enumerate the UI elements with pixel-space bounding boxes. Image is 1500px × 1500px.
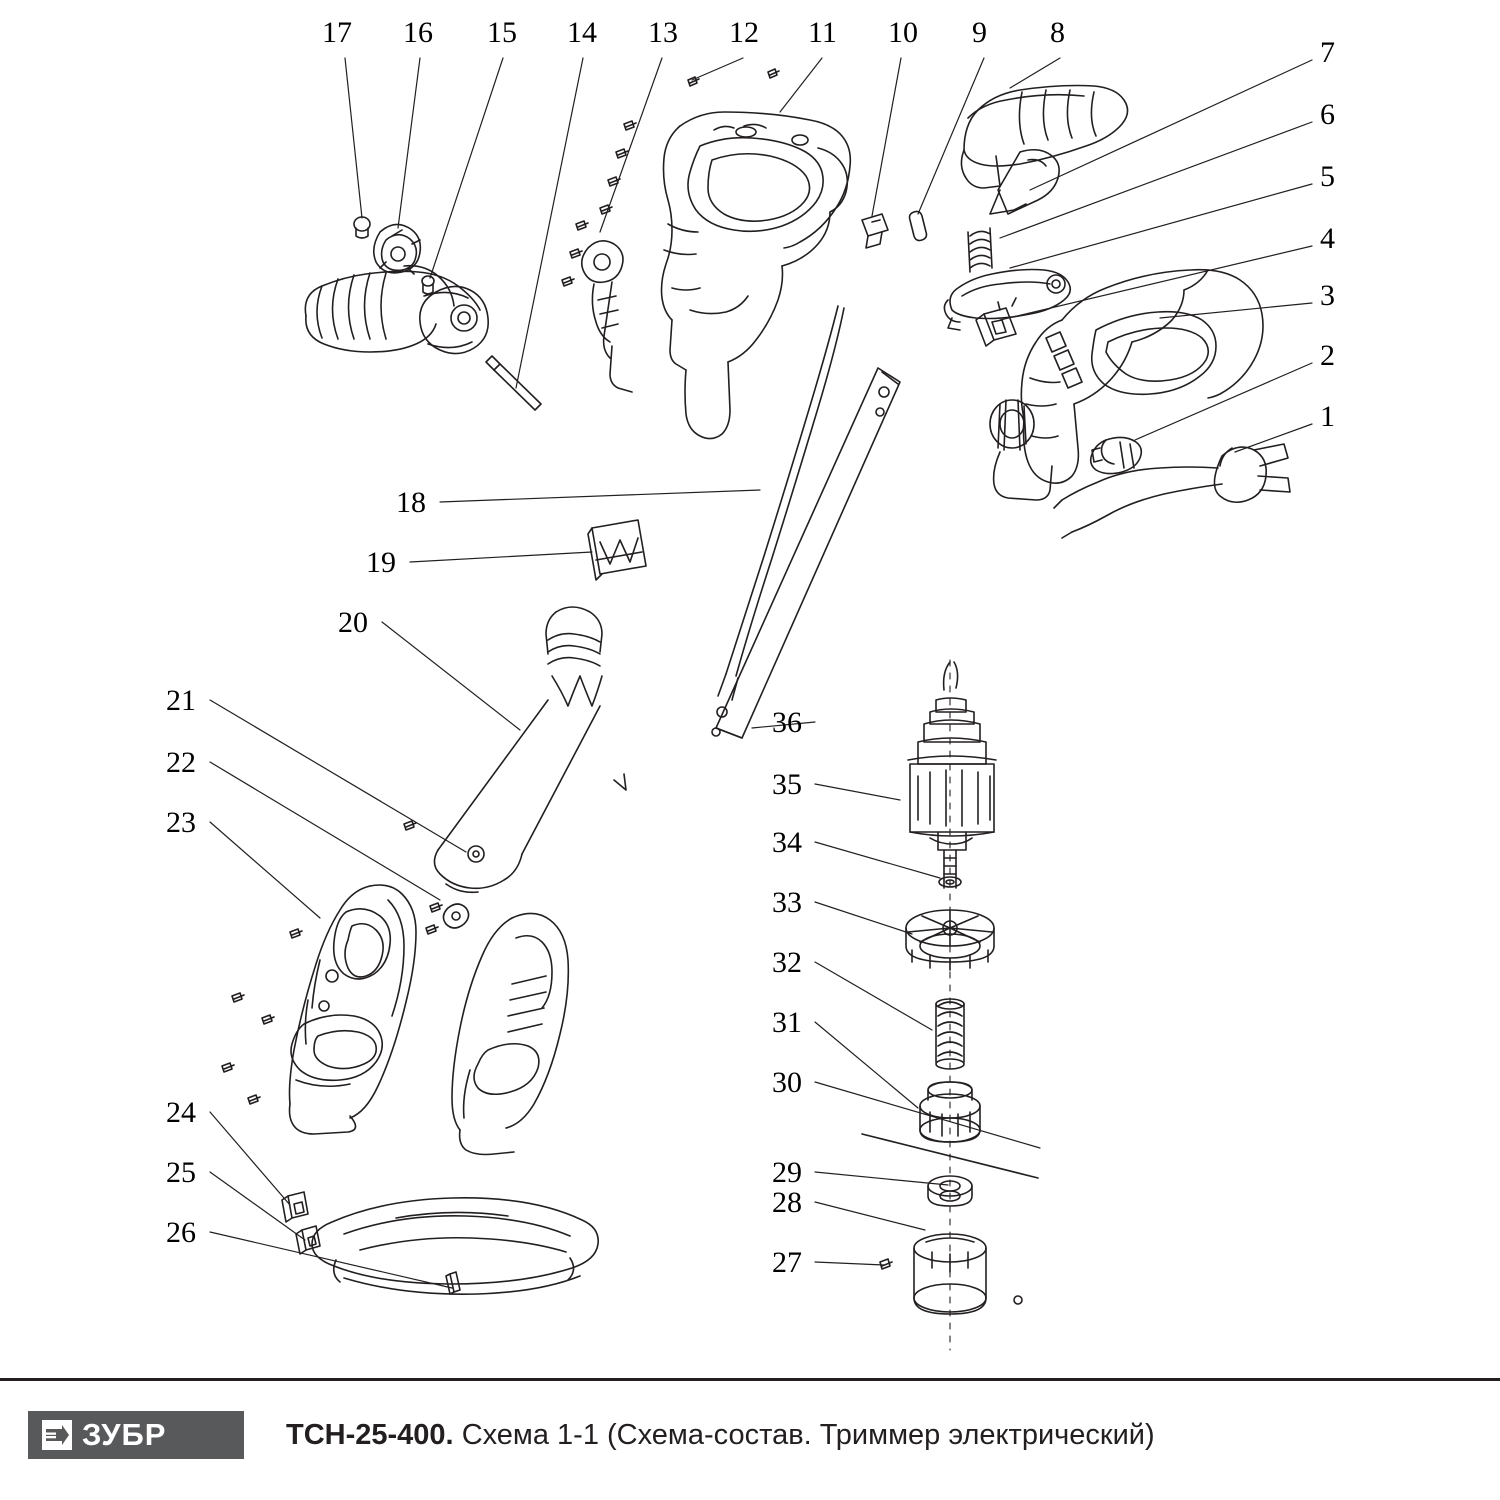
callout-27: 27 bbox=[772, 1246, 802, 1279]
part-1-power-cord bbox=[1054, 444, 1290, 538]
callout-20: 20 bbox=[338, 606, 368, 639]
part-27-guard bbox=[312, 1198, 598, 1294]
scheme-description: Схема 1-1 (Схема-состав. Триммер электрический) bbox=[461, 1418, 1155, 1451]
brand-logo bbox=[28, 1411, 244, 1459]
part-19-collar bbox=[588, 520, 646, 580]
part-12-screws bbox=[688, 69, 779, 86]
callout-24: 24 bbox=[166, 1096, 196, 1129]
leader-lines-top bbox=[345, 58, 1312, 452]
callout-7: 7 bbox=[1320, 36, 1335, 69]
brand-logo-text: ЗУБР bbox=[82, 1417, 167, 1452]
part-28-screw bbox=[880, 1259, 892, 1269]
part-6-spring bbox=[968, 228, 992, 272]
callout-3: 3 bbox=[1320, 279, 1335, 312]
callout-30: 30 bbox=[772, 1066, 802, 1099]
part-24-clip bbox=[282, 1192, 308, 1222]
part-auxiliary-handle bbox=[305, 266, 488, 354]
callout-31: 31 bbox=[772, 1006, 802, 1039]
part-4-switch-block bbox=[976, 298, 1016, 346]
callout-19: 19 bbox=[366, 546, 396, 579]
part-lower-shell-right bbox=[452, 913, 568, 1154]
part-36-guard-bar bbox=[712, 368, 900, 738]
part-15-screw bbox=[422, 276, 434, 294]
part-26-screw bbox=[446, 1272, 460, 1294]
part-3-housing-right bbox=[990, 270, 1263, 500]
callout-8: 8 bbox=[1050, 16, 1065, 49]
callout-2: 2 bbox=[1320, 339, 1335, 372]
part-20-shaft-tube bbox=[434, 607, 602, 892]
callout-14: 14 bbox=[567, 16, 597, 49]
callout-23: 23 bbox=[166, 806, 196, 839]
callout-26: 26 bbox=[166, 1216, 196, 1249]
callout-10: 10 bbox=[888, 16, 918, 49]
footer-content bbox=[28, 1411, 1155, 1459]
part-32-spring bbox=[936, 999, 964, 1069]
callout-29: 29 bbox=[772, 1156, 802, 1189]
footer-bar bbox=[0, 1378, 1500, 1500]
callout-6: 6 bbox=[1320, 98, 1335, 131]
callout-35: 35 bbox=[772, 768, 802, 801]
callout-5: 5 bbox=[1320, 160, 1335, 193]
part-35-motor bbox=[908, 662, 996, 888]
footer-caption bbox=[286, 1419, 1155, 1452]
callout-22: 22 bbox=[166, 746, 196, 779]
callout-28: 28 bbox=[772, 1186, 802, 1219]
part-27-spool-cap bbox=[914, 1234, 1022, 1314]
zubr-arrow-icon bbox=[42, 1420, 72, 1450]
callout-33: 33 bbox=[772, 886, 802, 919]
callout-15: 15 bbox=[487, 16, 517, 49]
callout-21: 21 bbox=[166, 684, 196, 717]
part-23-lower-shell-left bbox=[290, 885, 417, 1134]
callout-17: 17 bbox=[322, 16, 352, 49]
callout-12: 12 bbox=[729, 16, 759, 49]
callout-4: 4 bbox=[1320, 222, 1335, 255]
callout-18: 18 bbox=[396, 486, 426, 519]
callout-16: 16 bbox=[403, 16, 433, 49]
part-13-screws bbox=[562, 121, 636, 286]
part-5-lever-arm bbox=[944, 270, 1070, 331]
part-17-screw bbox=[354, 217, 370, 238]
callout-25: 25 bbox=[166, 1156, 196, 1189]
leader-lines-left bbox=[210, 486, 760, 1288]
part-14-bolt bbox=[486, 356, 541, 410]
callout-36: 36 bbox=[772, 706, 802, 739]
callout-11: 11 bbox=[808, 16, 837, 49]
part-2-cable-bushing bbox=[1091, 437, 1142, 473]
callout-32: 32 bbox=[772, 946, 802, 979]
part-10-bushing bbox=[862, 214, 888, 248]
part-25-clip bbox=[296, 1226, 320, 1254]
callout-13: 13 bbox=[648, 16, 678, 49]
part-8-handle-cover bbox=[961, 86, 1127, 189]
callout-34: 34 bbox=[772, 826, 802, 859]
part-9-pin bbox=[910, 212, 927, 241]
callout-1: 1 bbox=[1320, 400, 1335, 433]
part-11-housing-left bbox=[582, 112, 851, 439]
callout-9: 9 bbox=[972, 16, 987, 49]
model-number: TCH-25-400. bbox=[286, 1418, 454, 1451]
